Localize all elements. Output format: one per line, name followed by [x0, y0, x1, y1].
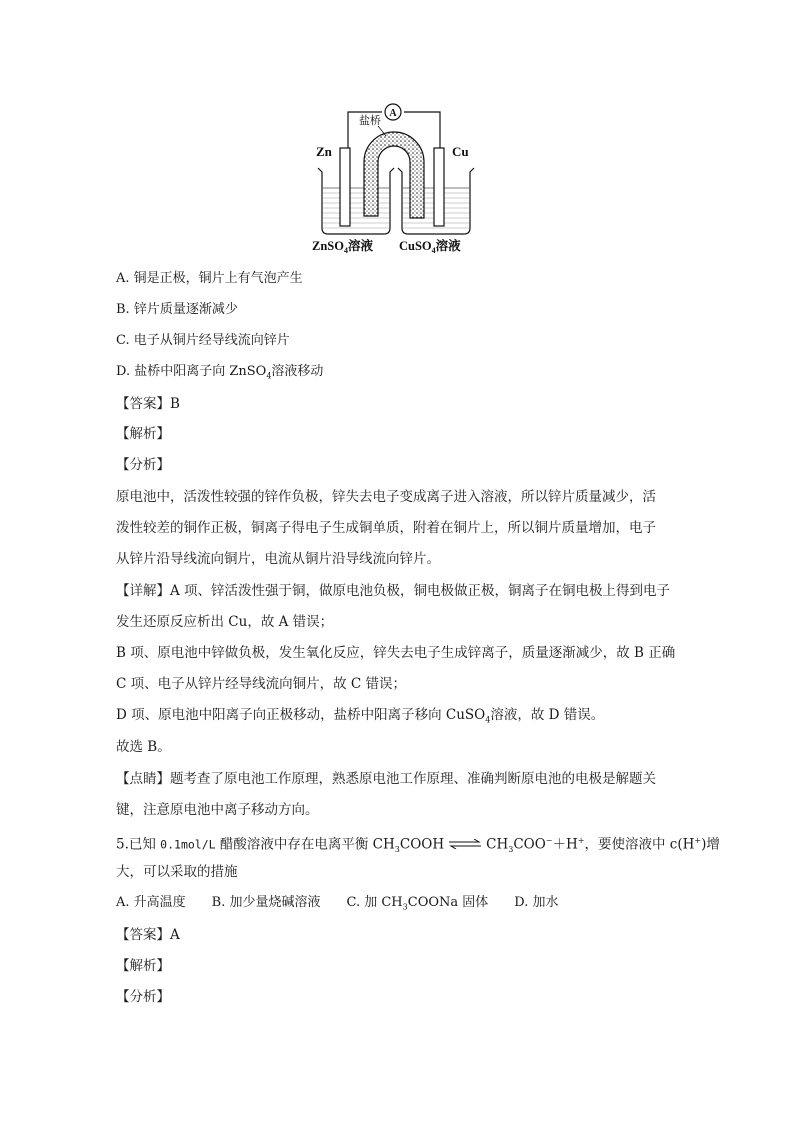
zinc-label: Zn [316, 144, 332, 159]
fenxi-header-q4: 【分析】 [116, 457, 170, 473]
answer-q5: 【答案】A [116, 927, 180, 943]
galvanic-cell-svg [300, 100, 490, 255]
equilibrium-arrow-icon [448, 836, 482, 854]
option-d: D. 盐桥中阳离子向 ZnSO$_4$溶液移动 [116, 364, 324, 381]
analysis-line-3: 从锌片沿导线流向铜片，电流从铜片沿导线流向锌片。 [116, 551, 440, 567]
copper-electrode [434, 148, 444, 226]
zinc-electrode [340, 148, 350, 226]
answer-q4: 【答案】B [116, 396, 180, 412]
zinc-sulfate-label: ZnSO$_4$溶液 [312, 238, 373, 255]
galvanic-cell-diagram [300, 100, 490, 255]
copper-sulfate-label: CuSO$_4$溶液 [399, 238, 461, 255]
detail-line-1: 【详解】A 项、锌活泼性强于铜，做原电池负极，铜电极做正极，铜离子在铜电极上得到电子 [116, 583, 671, 599]
detail-line-3: B 项、原电池中锌做负极，发生氧化反应，锌失去电子生成锌离子，质量逐渐减少，故 B 正确 [116, 645, 676, 661]
option-b: B. 锌片质量逐渐减少 [116, 302, 238, 317]
fenxi-header-q5: 【分析】 [116, 989, 170, 1005]
detail-line-5: D 项、原电池中阳离子向正极移动，盐桥中阳离子移向 CuSO$_4$溶液，故 D 错误。 [116, 707, 605, 725]
analysis-header-q4: 【解析】 [116, 426, 170, 442]
salt-bridge-label: 盐桥 [359, 114, 381, 127]
q5-options: A. 升高温度 B. 加少量烧碱溶液 C. 加 $CH_3COONa$ 固体 D. 加水 [116, 895, 559, 912]
analysis-line-1: 原电池中，活泼性较强的锌作负极，锌失去电子变成离子进入溶液，所以锌片质量减少，活 [116, 489, 656, 505]
conclusion-q4: 故选 B。 [116, 739, 171, 755]
salt-bridge [364, 132, 424, 218]
left-beaker [318, 168, 394, 234]
analysis-line-2: 泼性较差的铜作正极，铜离子得电子生成铜单质，附着在铜片上，所以铜片质量增加，电子 [116, 520, 656, 536]
dianjing-line-2: 键，注意原电池中离子移动方向。 [116, 802, 319, 818]
option-a: A. 铜是正极，铜片上有气泡产生 [116, 271, 303, 286]
ammeter-label: A [389, 108, 397, 119]
analysis-header-q5: 【解析】 [116, 958, 170, 974]
dianjing-line-1: 【点睛】题考查了原电池工作原理，熟悉原电池工作原理、准确判断原电池的电极是解题关 [116, 771, 656, 787]
detail-line-2: 发生还原反应析出 Cu，故 A 错误； [116, 614, 334, 630]
q5-stem-line-1: 5.已知 0.1mol/L 醋酸溶液中存在电离平衡 $CH_3COOH$ $CH_3COO^-+H^+$，要使溶液中 c(H+)增 [116, 836, 720, 855]
detail-line-4: C 项、电子从锌片经导线流向铜片，故 C 错误； [116, 676, 407, 692]
q5-stem-line-2: 大，可以采取的措施 [116, 864, 238, 880]
option-c: C. 电子从铜片经导线流向锌片 [116, 333, 290, 348]
copper-label: Cu [452, 144, 469, 159]
